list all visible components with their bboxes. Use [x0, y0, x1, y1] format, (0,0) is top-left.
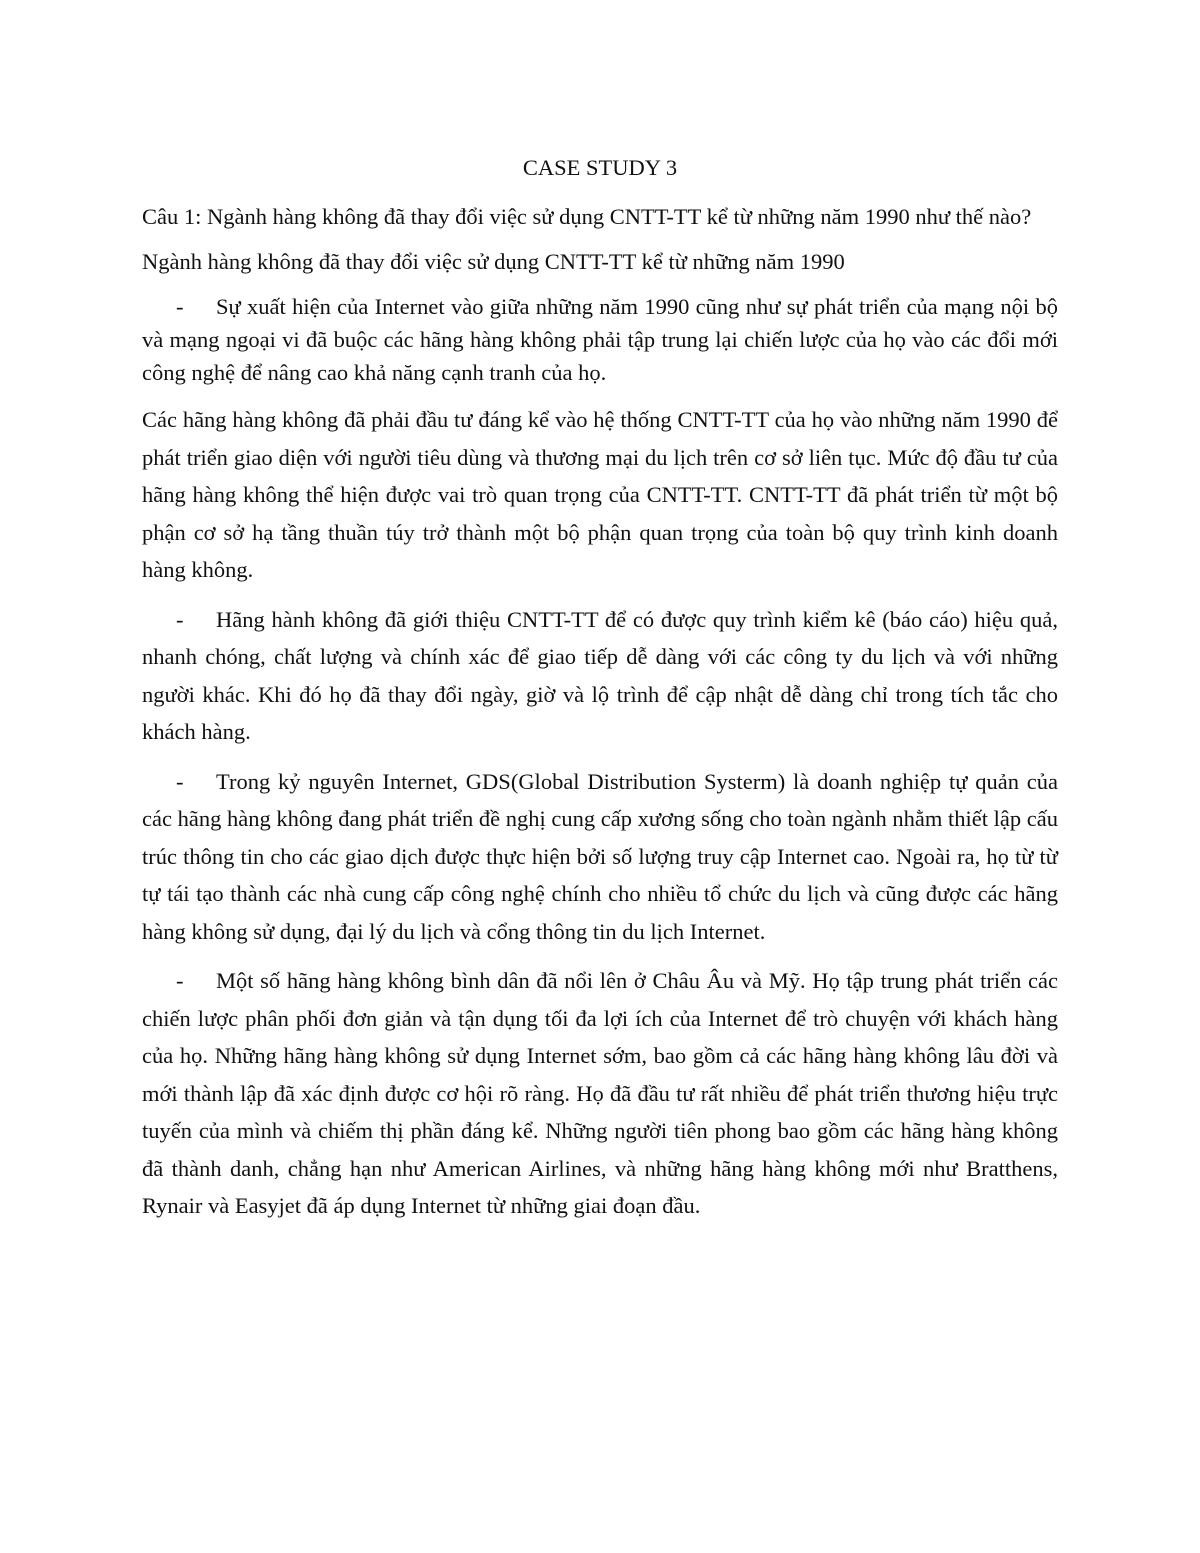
bullet-text: Trong kỷ nguyên Internet, GDS(Global Distribution Systerm) là doanh nghiệp tự quản của các hãng hàng không đang phát triển đề nghị cung cấp xương sống cho toàn ngành nhằm thiết lập cấu trúc thông tin cho các giao dịch được thực hiện bởi số lượng truy cập Internet cao. Ngoài ra, họ từ từ tự tái tạo thành các nhà cung cấp công nghệ chính cho nhiều tổ chức du lịch và cũng được các hãng hàng không sử dụng, đại lý du lịch và cổng thông tin du lịch Internet.	[142, 768, 1058, 944]
body-paragraph: Các hãng hàng không đã phải đầu tư đáng kể vào hệ thống CNTT-TT của họ vào những năm 1990 để phát triển giao diện với người tiêu dùng và thương mại du lịch trên cơ sở liên tục. Mức độ đầu tư của hãng hàng không thể hiện được vai trò quan trọng của CNTT-TT. CNTT-TT đã phát triển từ một bộ phận cơ sở hạ tầng thuần túy trở thành một bộ phận quan trọng của toàn bộ quy trình kinh doanh hàng không.	[142, 407, 1058, 582]
bullet-item-3	[142, 763, 1058, 951]
document-body	[142, 150, 1058, 1237]
question-heading: Câu 1: Ngành hàng không đã thay đổi việc sử dụng CNTT-TT kể từ những năm 1990 như thế nào?	[142, 204, 1032, 229]
bullet-item-1	[142, 290, 1058, 389]
bullet-text: Sự xuất hiện của Internet vào giữa những năm 1990 cũng như sự phát triển của mạng nội bộ và mạng ngoại vi đã buộc các hãng hàng không phải tập trung lại chiến lược của họ vào các đổi mới công nghệ để nâng cao khả năng cạnh tranh của họ.	[142, 294, 1058, 385]
bullet-dash: -	[176, 768, 184, 794]
bullet-dash: -	[176, 968, 184, 993]
bullet-dash: -	[176, 294, 184, 319]
bullet-item-2	[142, 601, 1058, 751]
document-title: CASE STUDY 3	[522, 155, 678, 180]
bullet-dash: -	[176, 606, 184, 632]
bullet-text: Một số hãng hàng không bình dân đã nổi lên ở Châu Âu và Mỹ. Họ tập trung phát triển các chiến lược phân phối đơn giản và tận dụng tối đa lợi ích của Internet để trò chuyện với khách hàng của họ. Những hãng hàng không sử dụng Internet sớm, bao gồm cả các hãng hàng không lâu đời và mới thành lập đã xác định được cơ hội rõ ràng. Họ đã đầu tư rất nhiều để phát triển thương hiệu trực tuyến của mình và chiếm thị phần đáng kể. Những người tiên phong bao gồm các hãng hàng không đã thành danh, chẳng hạn như American Airlines, và những hãng hàng không mới như Bratthens, Rynair và Easyjet đã áp dụng Internet từ những giai đoạn đầu.	[142, 968, 1058, 1218]
answer-subheading: Ngành hàng không đã thay đổi việc sử dụng CNTT-TT kể từ những năm 1990	[142, 249, 845, 274]
bullet-item-4	[142, 962, 1058, 1225]
bullet-text: Hãng hành không đã giới thiệu CNTT-TT để có được quy trình kiểm kê (báo cáo) hiệu quả, nhanh chóng, chất lượng và chính xác để giao tiếp dễ dàng với các công ty du lịch và với những người khác. Khi đó họ đã thay đổi ngày, giờ và lộ trình để cập nhật dễ dàng chỉ trong tích tắc cho khách hàng.	[142, 606, 1058, 744]
